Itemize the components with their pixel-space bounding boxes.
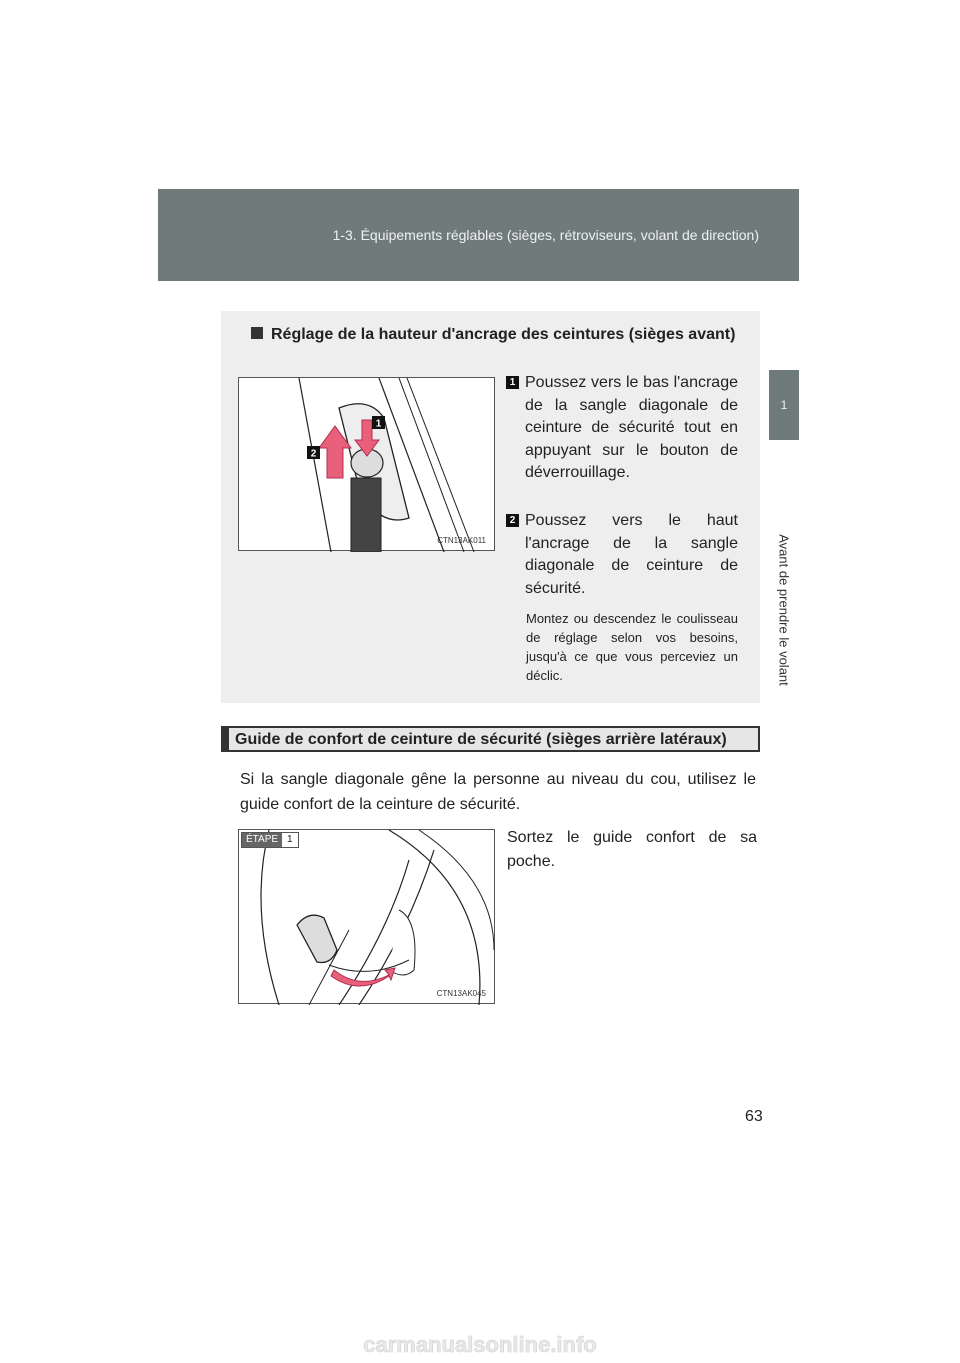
step-1-marker: 1: [506, 376, 519, 389]
step-2-text: Poussez vers le haut l'ancrage de la sangle diagonale de ceinture de sécurité.: [525, 512, 738, 597]
comfort-guide-drawing: [239, 830, 496, 1005]
callout-2: 2: [310, 448, 317, 460]
comfort-guide-illustration: [238, 829, 495, 1004]
seatbelt-anchor-drawing: [239, 378, 496, 552]
box-heading-text: Réglage de la hauteur d'ancrage des ceintures (sièges avant): [271, 326, 736, 343]
image-code-2: CTN13AK045: [436, 989, 486, 998]
chapter-tab: 1: [769, 370, 799, 440]
section-stripe: [223, 728, 229, 750]
step-1-text: Poussez vers le bas l'ancrage de la sangle diagonale de ceinture de sécurité tout en appuyant sur le bouton de déverrouillage.: [525, 374, 738, 481]
step-2-marker: 2: [506, 514, 519, 527]
step-1: [508, 372, 738, 485]
section-paragraph: Si la sangle diagonale gêne la personne au niveau du cou, utilisez le guide confort de la ceinture de sécurité.: [240, 771, 756, 813]
step-2: [508, 510, 738, 600]
step-instruction: Sortez le guide confort de sa poche.: [507, 829, 757, 870]
step-badge-number: 1: [282, 833, 298, 847]
watermark: [0, 1332, 960, 1358]
box-note: Montez ou descendez le coulisseau de réglage selon vos besoins, jusqu'à ce que vous perceviez un déclic.: [526, 611, 738, 683]
svg-text:carmanualsonline.info: carmanualsonline.info: [363, 1332, 597, 1357]
page-number: 63: [745, 1108, 763, 1125]
image-code: CTN13AK011: [437, 536, 486, 545]
section-header: [221, 726, 760, 752]
chapter-title: 1-3. Équipements réglables (sièges, rétroviseurs, volant de direction): [332, 227, 759, 243]
box-heading: [251, 322, 741, 347]
callout-1: 1: [375, 418, 382, 430]
chapter-label: Avant de prendre le volant: [776, 534, 792, 686]
step-badge: [241, 832, 299, 848]
section-title: Guide de confort de ceinture de sécurité (sièges arrière latéraux): [235, 731, 727, 748]
header-band: [158, 189, 799, 281]
anchor-illustration: [238, 377, 495, 551]
step-badge-label: ÉTAPE: [242, 833, 282, 847]
square-bullet-icon: [251, 327, 263, 339]
